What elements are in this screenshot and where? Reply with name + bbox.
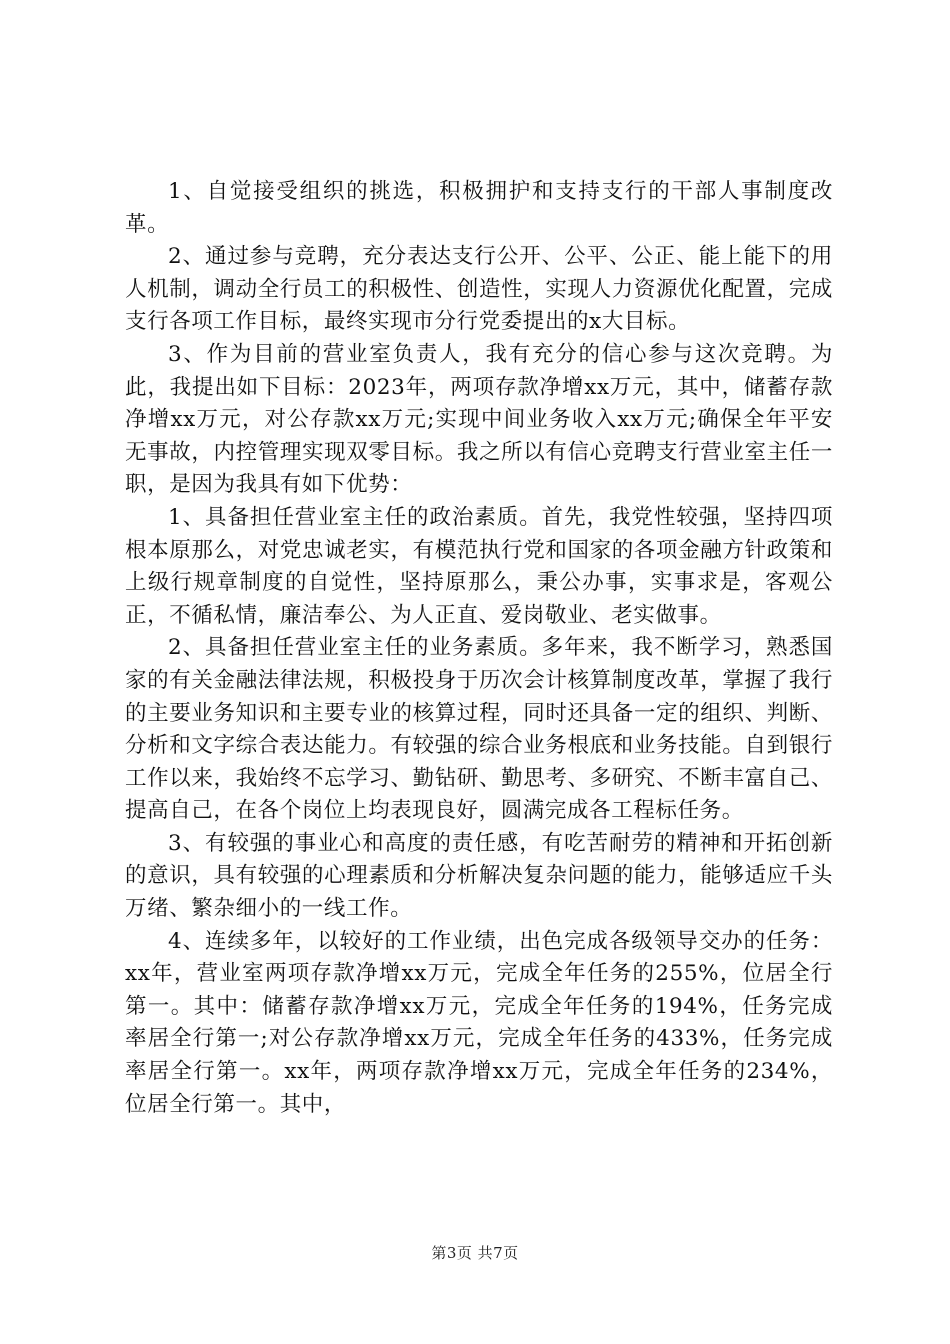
page-number-footer: 第3页 共7页 [431,1244,519,1262]
paragraph: 4、连续多年，以较好的工作业绩，出色完成各级领导交办的任务：xx年，营业室两项存款净增xx万元，完成全年任务的255%，位居全行第一。其中：储蓄存款净增xx万元，完成全年任务的194%，任务完成率居全行第一;对公存款净增xx万元，完成全年任务的433%，任务完成率居全行第一。xx年，两项存款净增xx万元，完成全年任务的234%，位居全行第一。其中， [125,928,833,1117]
paragraph: 3、有较强的事业心和高度的责任感，有吃苦耐劳的精神和开拓创新的意识，具有较强的心理素质和分析解决复杂问题的能力，能够适应千头万绪、繁杂细小的一线工作。 [125,830,833,922]
paragraph: 1、自觉接受组织的挑选，积极拥护和支持支行的干部人事制度改革。 [125,179,833,237]
paragraph: 1、具备担任营业室主任的政治素质。首先，我党性较强，坚持四项根本原那么，对党忠诚老实，有模范执行党和国家的各项金融方针政策和上级行规章制度的自觉性，坚持原那么，秉公办事，实事求是，客观公正，不循私情，廉洁奉公、为人正直、爱岗敬业、老实做事。 [125,504,833,628]
document-body [125,176,833,1121]
paragraph: 2、具备担任营业室主任的业务素质。多年来，我不断学习，熟悉国家的有关金融法律法规，积极投身于历次会计核算制度改革，掌握了我行的主要业务知识和主要专业的核算过程，同时还具备一定的组织、判断、分析和文字综合表达能力。有较强的综合业务根底和业务技能。自到银行工作以来，我始终不忘学习、勤钻研、勤思考、多研究、不断丰富自己、提高自己，在各个岗位上均表现良好，圆满完成各工程标任务。 [125,635,833,824]
paragraph: 3、作为目前的营业室负责人，我有充分的信心参与这次竞聘。为此，我提出如下目标：2023年，两项存款净增xx万元，其中，储蓄存款净增xx万元，对公存款xx万元;实现中间业务收入xx万元;确保全年平安无事故，内控管理实现双零目标。我之所以有信心竞聘支行营业室主任一职，是因为我具有如下优势： [125,341,833,498]
paragraph: 2、通过参与竞聘，充分表达支行公开、公平、公正、能上能下的用人机制，调动全行员工的积极性、创造性，实现人力资源优化配置，完成支行各项工作目标，最终实现市分行党委提出的x大目标。 [125,244,833,335]
